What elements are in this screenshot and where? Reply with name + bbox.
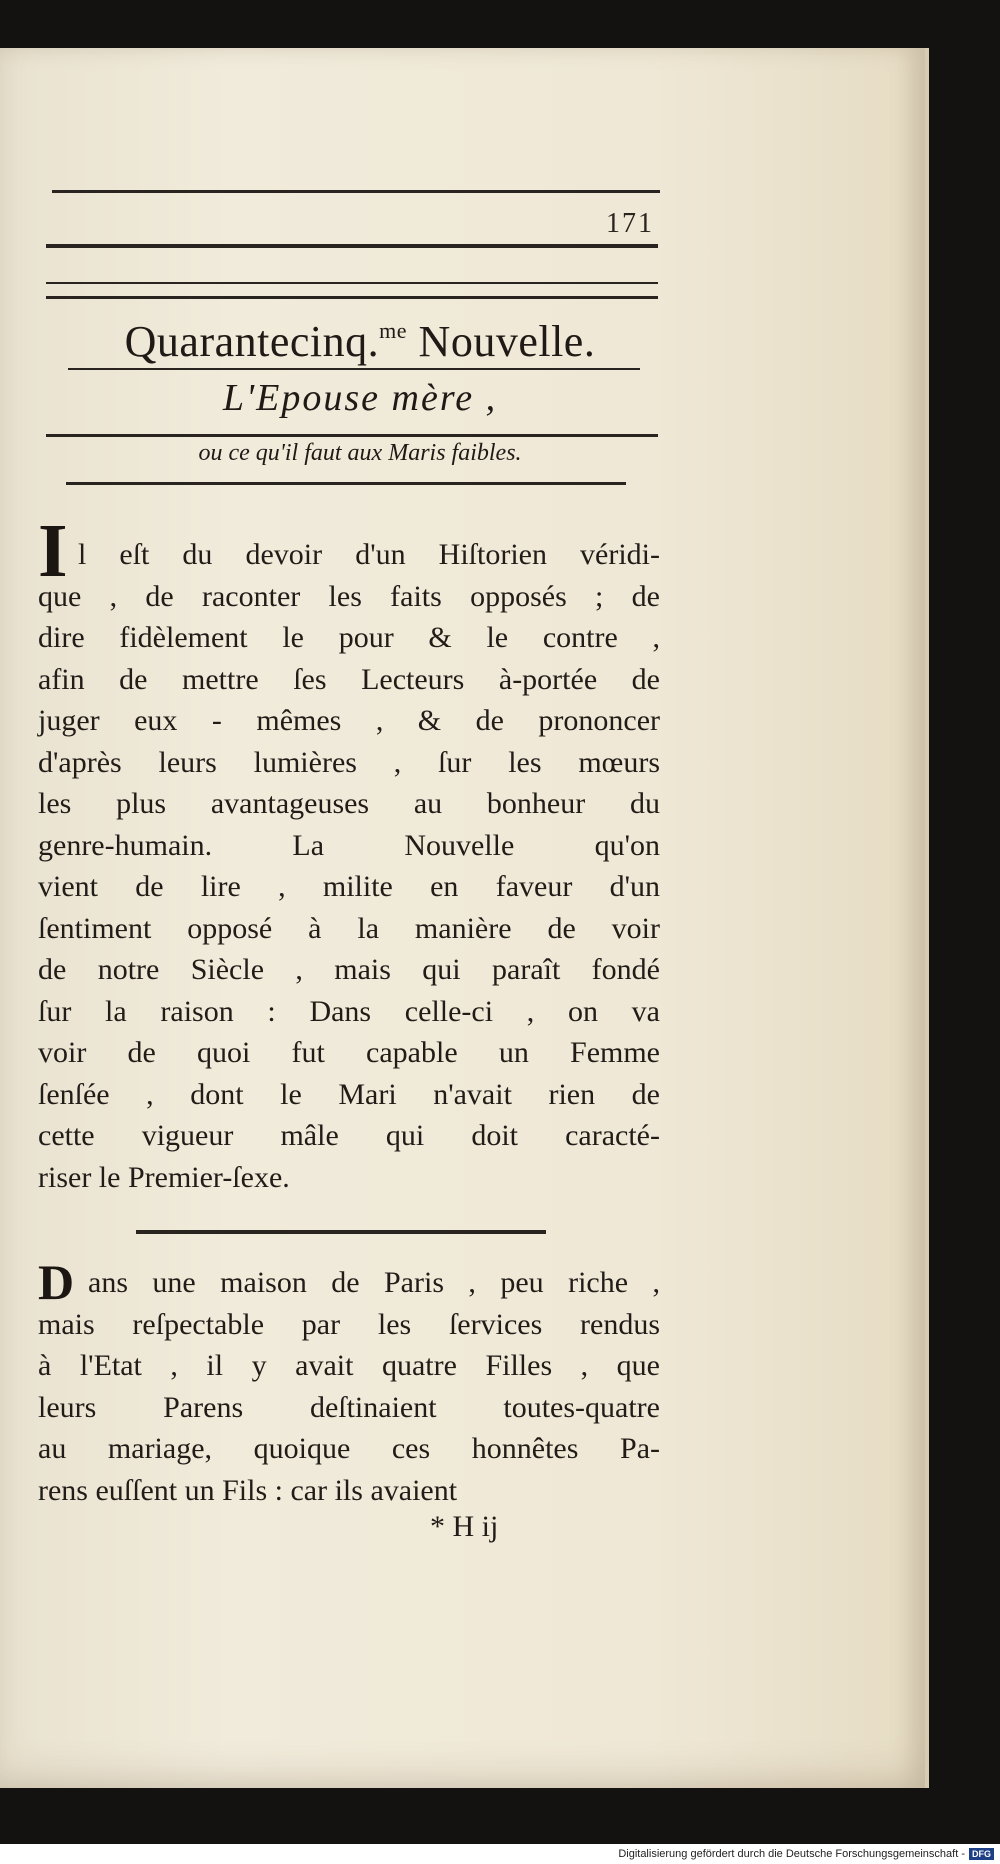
top-rule-4 <box>46 296 658 299</box>
heading-superscript: me <box>379 318 408 343</box>
top-rule-1 <box>52 190 660 193</box>
signature-mark: * H ij <box>430 1510 499 1543</box>
text-line: ſenſée , dont le Mari n'avait rien de <box>38 1077 660 1111</box>
page-number: 171 <box>606 208 654 239</box>
text-line: afin de mettre ſes Lecteurs à-portée de <box>38 662 660 696</box>
paragraph-intro <box>38 534 660 1198</box>
text-line: cette vigueur mâle qui doit caracté- <box>38 1119 660 1152</box>
text-line: ans une maison de Paris , peu riche , <box>88 1266 660 1299</box>
text-line: voir de quoi fut capable un Femme <box>38 1036 660 1069</box>
footer-credit: Digitalisierung gefördert durch die Deutsche Forschungsgemeinschaft - <box>618 1848 965 1860</box>
chapter-heading <box>60 316 660 367</box>
heading-rest: Nouvelle. <box>418 317 596 366</box>
footer-bar <box>0 1844 1000 1864</box>
text-line: que , de raconter les faits opposés ; de <box>38 579 660 613</box>
text-line: juger eux - mêmes , & de prononcer <box>38 704 660 737</box>
subsubtitle-underline <box>66 482 626 485</box>
text-line: à l'Etat , il y avait quatre Filles , que <box>38 1349 660 1382</box>
text-line: au mariage, quoique ces honnêtes Pa- <box>38 1432 660 1465</box>
top-rule-2 <box>46 244 658 248</box>
subtitle-underline <box>46 434 658 437</box>
text-line: genre-humain. La Nouvelle qu'on <box>38 828 660 862</box>
text-line: riser le Premier-ſexe. <box>38 1160 290 1194</box>
text-line: vient de lire , milite en faveur d'un <box>38 870 660 903</box>
text-line: mais reſpectable par les ſervices rendus <box>38 1307 660 1341</box>
text-line: ſentiment opposé à la manière de voir <box>38 911 660 945</box>
text-line: les plus avantageuses au bonheur du <box>38 787 660 820</box>
story-title: L'Epouse mère , <box>222 377 498 419</box>
paragraph-story-start <box>38 1262 660 1511</box>
heading-main: Quarantecinq. <box>124 317 380 366</box>
story-subtitle: ou ce qu'il faut aux Maris faibles. <box>198 440 522 466</box>
text-line: d'après leurs lumières , ſur les mœurs <box>38 745 660 779</box>
top-rule-3 <box>46 282 658 284</box>
text-line: rens euſſent un Fils : car ils avaient <box>38 1473 458 1507</box>
text-line: leurs Parens deſtinaient toutes-quatre <box>38 1390 660 1424</box>
text-line: dire fidèlement le pour & le contre , <box>38 621 660 654</box>
dropcap-first-paragraph: I <box>38 509 68 593</box>
text-line: l eſt du devoir d'un Hiſtorien véridi- <box>78 538 660 571</box>
text-line: ſur la raison : Dans celle-ci , on va <box>38 994 660 1028</box>
dfg-logo: DFG <box>969 1848 994 1860</box>
section-divider <box>136 1230 546 1234</box>
dropcap-second-paragraph: D <box>38 1254 75 1310</box>
text-line: de notre Siècle , mais qui paraît fondé <box>38 953 660 986</box>
heading-underline <box>68 368 640 370</box>
